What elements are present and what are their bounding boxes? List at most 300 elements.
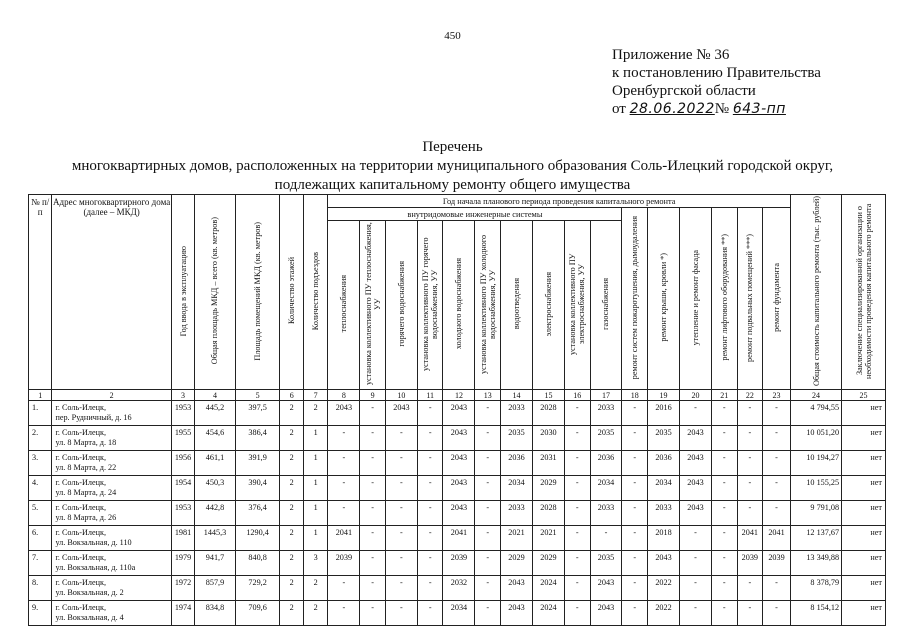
column-number: 3 [171,390,194,401]
header-num: № п/п [29,195,52,390]
appendix-date-prefix: от [612,101,626,117]
row-cell: - [417,426,443,451]
row-cell: - [737,576,763,601]
header-facade: утепление и ремонт фасада [680,208,712,390]
row-cell: - [680,601,712,626]
column-number: 9 [360,390,386,401]
row-number: 3. [29,451,52,476]
table-row [29,526,886,551]
row-cell: 2033 [648,501,680,526]
row-cell: 1954 [171,476,194,501]
row-cell: 1981 [171,526,194,551]
row-cell: - [360,476,386,501]
row-cell: 2 [280,526,303,551]
header-entrances: Количество подъездов [303,195,328,390]
row-cell: нет [842,451,886,476]
column-number: 21 [711,390,737,401]
address-street: ул. Вокзальная, д. 110а [55,562,136,572]
row-cell: - [417,601,443,626]
row-cell: - [763,476,791,501]
row-cell: - [328,426,360,451]
table-row [29,401,886,426]
row-number: 5. [29,501,52,526]
row-cell: - [711,401,737,426]
row-cell: нет [842,601,886,626]
row-cell: 2 [303,601,328,626]
row-cell: 9 791,08 [790,501,841,526]
row-address [52,576,171,601]
row-cell: 2033 [590,401,622,426]
row-cell: 2035 [501,426,533,451]
row-cell: - [622,526,648,551]
row-cell: 2029 [532,551,564,576]
header-fire: ремонт систем пожаротушения, дымоудаления [622,208,648,390]
row-cell: 2036 [648,451,680,476]
row-cell: - [385,601,417,626]
column-number: 14 [501,390,533,401]
row-cell: 1 [303,476,328,501]
row-cell: 1 [303,526,328,551]
row-cell: 461,1 [195,451,235,476]
row-cell: - [475,601,501,626]
address-city: г. Соль-Илецк, [55,478,106,487]
row-cell: 2041 [763,526,791,551]
header-system-col: установка коллективного ПУ теплоснабжения, УУ [360,221,386,390]
row-cell: 2039 [763,551,791,576]
row-cell: 2036 [501,451,533,476]
row-cell: 2043 [501,601,533,626]
row-cell: 709,6 [235,601,280,626]
row-cell: 2021 [501,526,533,551]
row-cell: - [417,576,443,601]
row-cell: - [417,401,443,426]
address-street: ул. 8 Марта, д. 26 [55,512,117,522]
row-cell: 2034 [443,601,475,626]
header-elevator: ремонт лифтового оборудования **) [711,208,737,390]
appendix-line-3: Оренбургской области [612,83,756,99]
row-cell: 2043 [501,576,533,601]
row-number: 9. [29,601,52,626]
row-cell: - [711,451,737,476]
row-cell: нет [842,526,886,551]
row-cell: 2033 [501,501,533,526]
row-cell: 1956 [171,451,194,476]
row-cell: - [417,451,443,476]
row-cell: 4 794,55 [790,401,841,426]
row-cell: - [385,426,417,451]
appendix-date: 28.06.2022 [629,101,715,117]
row-address [52,601,171,626]
column-number: 20 [680,390,712,401]
address-city: г. Соль-Илецк, [55,528,106,537]
title-line-3: подлежащих капитальному ремонту общего имущества [274,177,631,193]
row-cell: - [360,601,386,626]
row-cell: - [417,476,443,501]
row-cell: 454,6 [195,426,235,451]
row-cell: - [680,551,712,576]
row-cell: - [360,451,386,476]
row-cell: - [360,401,386,426]
row-cell: 3 [303,551,328,576]
row-cell: 2043 [680,476,712,501]
appendix-block [612,46,882,118]
row-cell: - [475,476,501,501]
row-cell: 2024 [532,601,564,626]
row-cell: - [622,426,648,451]
address-city: г. Соль-Илецк, [55,578,106,587]
row-cell: 1972 [171,576,194,601]
row-number: 8. [29,576,52,601]
row-cell: - [360,501,386,526]
row-cell: - [564,426,590,451]
row-cell: 941,7 [195,551,235,576]
row-cell: 2043 [443,451,475,476]
row-cell: - [737,451,763,476]
column-number: 24 [790,390,841,401]
table-row [29,426,886,451]
row-cell: - [564,451,590,476]
row-cell: 2 [280,501,303,526]
appendix-number: 643-пп [732,101,786,117]
row-cell: 1953 [171,501,194,526]
column-number: 16 [564,390,590,401]
row-cell: нет [842,501,886,526]
table-row [29,501,886,526]
column-number: 23 [763,390,791,401]
address-street: ул. Вокзальная, д. 4 [55,612,124,622]
row-cell: - [763,401,791,426]
row-cell: 10 051,20 [790,426,841,451]
row-cell: - [737,426,763,451]
row-cell: - [475,426,501,451]
row-cell: 2029 [532,476,564,501]
header-system-col: электроснабжения [532,221,564,390]
row-address [52,451,171,476]
row-address [52,526,171,551]
header-year: Год ввода в эксплуатацию [171,195,194,390]
row-cell: - [763,426,791,451]
table-row [29,476,886,501]
row-cell: - [328,451,360,476]
row-cell: 2 [280,426,303,451]
row-cell: - [622,476,648,501]
row-address [52,501,171,526]
header-roof: ремонт крыши, кровли *) [648,208,680,390]
address-street: ул. Вокзальная, д. 2 [55,587,124,597]
appendix-title: Приложение № 36 [612,47,730,63]
row-cell: 1 [303,451,328,476]
row-cell: 2041 [443,526,475,551]
row-cell: 2043 [443,401,475,426]
row-number: 7. [29,551,52,576]
address-city: г. Соль-Илецк, [55,428,106,437]
row-cell: 2043 [648,551,680,576]
row-cell: 2034 [590,476,622,501]
row-cell: - [737,501,763,526]
header-systems-group: внутридомовые инженерные системы [328,208,622,221]
row-cell: - [622,501,648,526]
row-cell: - [385,526,417,551]
row-cell: 1979 [171,551,194,576]
column-number: 4 [195,390,235,401]
address-street: ул. 8 Марта, д. 22 [55,462,117,472]
header-system-col: холодного водоснабжения [443,221,475,390]
row-cell: 2033 [590,501,622,526]
header-system-col: установка коллективного ПУ электроснабжения, УУ [564,221,590,390]
row-cell: 2 [280,576,303,601]
row-cell: 2022 [648,576,680,601]
row-cell: 397,5 [235,401,280,426]
header-system-col: водоотведения [501,221,533,390]
column-number: 15 [532,390,564,401]
row-cell: - [711,526,737,551]
row-cell: 442,8 [195,501,235,526]
row-cell: 2043 [680,501,712,526]
row-cell: - [417,501,443,526]
row-cell: нет [842,576,886,601]
row-cell: 386,4 [235,426,280,451]
row-address [52,551,171,576]
address-city: г. Соль-Илецк, [55,503,106,512]
row-cell: - [564,526,590,551]
column-number: 18 [622,390,648,401]
row-cell: 2036 [590,451,622,476]
row-cell: - [622,601,648,626]
row-cell: - [328,576,360,601]
row-cell: 1955 [171,426,194,451]
row-cell: - [763,601,791,626]
row-cell: - [360,426,386,451]
header-system-col: газоснабжения [590,221,622,390]
appendix-date-line [612,100,882,118]
row-cell: 2029 [501,551,533,576]
row-cell: 445,2 [195,401,235,426]
title-line-1: Перечень [422,139,483,155]
header-foundation: ремонт фундамента [763,208,791,390]
header-basement: ремонт подвальных помещений ***) [737,208,763,390]
address-city: г. Соль-Илецк, [55,553,106,562]
row-cell: 2016 [648,401,680,426]
header-premises-area: Площадь помещений МКД (кв. метров) [235,195,280,390]
address-city: г. Соль-Илецк, [55,403,106,412]
row-cell: 2035 [648,426,680,451]
row-cell: - [564,501,590,526]
row-cell: - [417,526,443,551]
row-cell: 376,4 [235,501,280,526]
row-cell: - [360,576,386,601]
row-cell: 8 378,79 [790,576,841,601]
column-number: 22 [737,390,763,401]
houses-table-wrap [28,194,886,626]
row-cell: 2043 [680,426,712,451]
column-number: 6 [280,390,303,401]
row-cell: - [328,476,360,501]
row-cell: - [564,476,590,501]
row-cell: 2043 [443,476,475,501]
column-number: 1 [29,390,52,401]
row-cell: 2041 [328,526,360,551]
header-floors: Количество этажей [280,195,303,390]
column-number: 11 [417,390,443,401]
row-cell: - [564,401,590,426]
row-cell: 834,8 [195,601,235,626]
table-row [29,576,886,601]
row-cell: 729,2 [235,576,280,601]
column-number: 10 [385,390,417,401]
header-address: Адрес многоквартирного дома (далее – МКД) [52,195,171,390]
row-cell: - [737,401,763,426]
houses-table [28,194,886,626]
document-title [0,138,905,195]
address-street: ул. 8 Марта, д. 24 [55,487,117,497]
row-cell: 10 194,27 [790,451,841,476]
row-cell: 2034 [501,476,533,501]
address-street: ул. 8 Марта, д. 18 [55,437,117,447]
row-cell: - [360,526,386,551]
row-cell: 2 [280,401,303,426]
column-number: 5 [235,390,280,401]
address-street: пер. Рудничный, д. 16 [55,412,132,422]
row-cell: - [622,551,648,576]
header-cost: Общая стоимость капитального ремонта (тыс. рублей) [790,195,841,390]
row-cell: 2028 [532,401,564,426]
row-cell: 2043 [680,451,712,476]
row-cell: 857,9 [195,576,235,601]
column-number: 19 [648,390,680,401]
row-cell: 390,4 [235,476,280,501]
header-system-col: установка коллективного ПУ холодного водоснабжения, УУ [475,221,501,390]
column-numbers-row [29,390,886,401]
row-cell: 2034 [648,476,680,501]
row-cell: 2021 [532,526,564,551]
row-cell: - [711,551,737,576]
row-address [52,401,171,426]
table-row [29,601,886,626]
row-cell: - [711,426,737,451]
row-address [52,476,171,501]
row-cell: - [475,551,501,576]
row-cell: 840,8 [235,551,280,576]
row-cell: 2032 [443,576,475,601]
row-cell: - [475,576,501,601]
row-cell: 2043 [443,501,475,526]
row-cell: - [417,551,443,576]
row-cell: 13 349,88 [790,551,841,576]
row-cell: - [385,551,417,576]
row-cell: 2 [280,551,303,576]
row-cell: 2 [280,601,303,626]
row-cell: 2028 [532,501,564,526]
row-address [52,426,171,451]
row-cell: - [385,576,417,601]
row-cell: - [680,576,712,601]
column-number: 7 [303,390,328,401]
row-cell: 2 [303,401,328,426]
address-city: г. Соль-Илецк, [55,453,106,462]
row-cell: - [475,501,501,526]
title-line-2: многоквартирных домов, расположенных на территории муниципального образования Соль-Илецкий городской округ, [71,158,834,174]
row-cell: - [711,501,737,526]
row-cell: нет [842,476,886,501]
row-cell: - [564,551,590,576]
row-cell: - [737,476,763,501]
column-number: 2 [52,390,171,401]
row-cell: - [590,526,622,551]
column-number: 17 [590,390,622,401]
row-cell: 2041 [737,526,763,551]
row-cell: - [328,601,360,626]
row-number: 1. [29,401,52,426]
row-cell: - [680,401,712,426]
row-cell: 2033 [501,401,533,426]
row-cell: - [763,501,791,526]
row-cell: - [763,576,791,601]
row-cell: - [680,526,712,551]
row-cell: 2043 [328,401,360,426]
appendix-line-2: к постановлению Правительства [612,65,821,81]
row-cell: 8 154,12 [790,601,841,626]
table-row [29,551,886,576]
row-cell: - [622,451,648,476]
row-number: 4. [29,476,52,501]
row-cell: 10 155,25 [790,476,841,501]
row-cell: - [564,601,590,626]
row-cell: 391,9 [235,451,280,476]
row-cell: 2043 [385,401,417,426]
row-cell: 2 [280,451,303,476]
header-conclusion: Заключение специализированной организации о необходимости проведения капитального ремонта [842,195,886,390]
table-row [29,451,886,476]
appendix-number-sign: № [714,101,730,117]
row-cell: - [711,476,737,501]
row-cell: - [385,451,417,476]
row-cell: - [475,401,501,426]
row-cell: - [622,401,648,426]
row-cell: нет [842,401,886,426]
column-number: 13 [475,390,501,401]
row-cell: нет [842,551,886,576]
row-cell: 2018 [648,526,680,551]
row-cell: 2039 [443,551,475,576]
row-cell: - [360,551,386,576]
row-cell: - [622,576,648,601]
row-cell: 2043 [590,576,622,601]
row-number: 6. [29,526,52,551]
row-number: 2. [29,426,52,451]
header-plan-group: Год начала планового периода проведения капитального ремонта [328,195,791,208]
row-cell: 1 [303,501,328,526]
row-cell: 1290,4 [235,526,280,551]
row-cell: 2024 [532,576,564,601]
row-cell: 2035 [590,551,622,576]
row-cell: 2030 [532,426,564,451]
column-number: 8 [328,390,360,401]
row-cell: - [564,576,590,601]
row-cell: 2043 [443,426,475,451]
row-cell: - [328,501,360,526]
address-city: г. Соль-Илецк, [55,603,106,612]
row-cell: 1953 [171,401,194,426]
table-body [29,390,886,626]
row-cell: 2 [280,476,303,501]
column-number: 12 [443,390,475,401]
header-system-col: горячего водоснабжения [385,221,417,390]
row-cell: нет [842,426,886,451]
row-cell: - [737,601,763,626]
row-cell: - [385,476,417,501]
row-cell: 1 [303,426,328,451]
page-number: 450 [444,30,461,42]
